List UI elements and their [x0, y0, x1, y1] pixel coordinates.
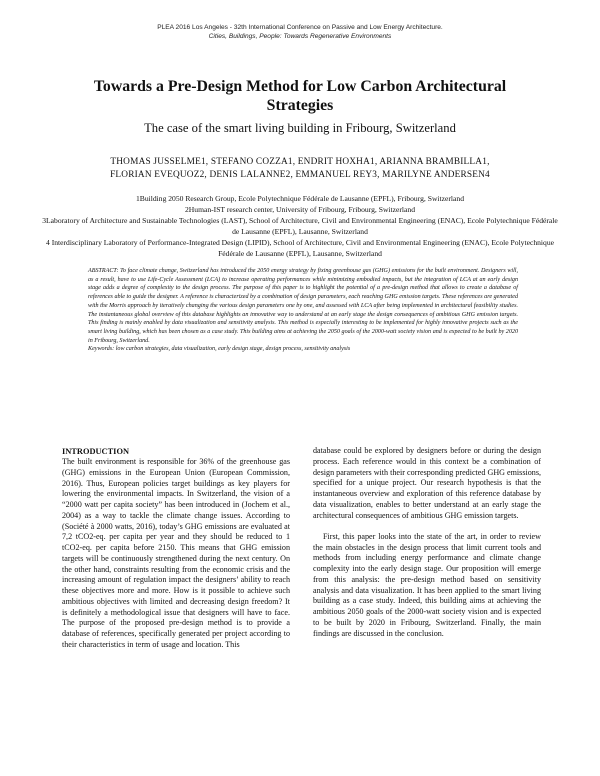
affiliation: 4 Interdisciplinary Laboratory of Performance-Integrated Design (LIPID), School of Architecture, Civil and Environmental Engineering (ENAC), Ecole Polytechnique Fédérale de Lausanne (EPFL), Lausanne, Switzerland: [46, 238, 554, 258]
abstract: [88, 267, 518, 354]
affiliation: 1Building 2050 Research Group, Ecole Polytechnique Fédérale de Lausanne (EPFL), Fribourg, Switzerland: [135, 194, 464, 203]
affiliation: 2Human-IST research center, University of Fribourg, Fribourg, Switzerland: [185, 205, 415, 214]
affiliation: 3Laboratory of Architecture and Sustainable Technologies (LAST), School of Architecture, Civil and Environmental Engineering (ENAC), Ecole Polytechnique Fédérale de Lausanne (EPFL), Lausanne, Switzerland: [42, 216, 558, 236]
affiliation-list: [40, 193, 560, 259]
body-paragraph: First, this paper looks into the state of the art, in order to review the main obstacles in the design process that limit current tools and methods from including energy performance and climate change complexity into the early design stage. Our proposition will emerge from this analysis: the pre-design method based on sensitivity analysis and data visualization. It has been applied to the smart living building as a case study. Indeed, this building aims at achieving the ambitious 2050 goals of the 2000-watt society vision and is expected to be built by 2020 in Fribourg, Switzerland. Finally, the main findings are discussed in the conclusion.: [313, 531, 541, 638]
abstract-text: ABSTRACT: To face climate change, Switzerland has introduced the 2050 energy strategy by fixing greenhouse gas (GHG) emissions for the built environment. Designers will, as a result, have to use Life-Cycle Assessment (LCA) to increase operating performances while minimizing embodied impacts, but the integration of LCA at an early design stage adds a degree of complexity to the design process. The purpose of this paper is to highlight the potential of a pre-design method that allows to create a database of references able to guide the designer. A reference is characterized by a combination of design parameters, each reaching GHG emission targets. These references are generated with the Morris approach by iteratively changing the various design parameters one by one, and assessed with LCA after being implemented in architectural feasibility studies. The instantaneous global overview of this database highlights an innovative way to understand at an early stage the design consequences of ambitious GHG emission targets. This finding is mainly enabled by data visualization and sensitivity analysis. This method is especially interesting to be implemented for highly innovative projects such as the smart living building, which has been chosen as a case study. This building aims at achieving the 2050 goals of the 2000-watt society vision and is expected to be built by 2020 in Fribourg, Switzerland.: [88, 268, 518, 344]
conference-header: [0, 23, 600, 41]
body-column-right: [313, 446, 541, 639]
body-column-left: [62, 446, 290, 651]
author-line: THOMAS JUSSELME1, STEFANO COZZA1, ENDRIT HOXHA1, ARIANNA BRAMBILLA1,: [110, 157, 490, 167]
body-paragraph: The built environment is responsible for 36% of the greenhouse gas (GHG) emissions in the European Union (European Commission, 2016). Thus, European policies target buildings as key players for lowering the environmental impacts. In Switzerland, the vision of a “2000 watt per capita society” has been introduced in (Jochem et al., 2004) as a way to tackle the climate change issues. According to (Société à 2000 watts, 2016), today’s GHG emissions are evaluated at 7,2 tCO2-eq. per capita per year and they should be reduced to 1 tCO2-eq. per capita before 2150. This means that GHG emission targets will be continuously strengthened during the next century. On the other hand, constraints resulting from the economic crisis and the increasing amount of regulation impact the designers’ ability to reach these objectives more and more. How is it possible to achieve such ambitious objectives with limited and decreasing design freedom? It is definitely a methodological issue that designers will have to face. The purpose of the proposed pre-design method is to provide a database of references, specifically generated per project according to their characteristics in term of usage and location. This: [62, 457, 290, 649]
paper-title: Towards a Pre-Design Method for Low Carbon Architectural Strategies: [93, 78, 507, 114]
conference-theme: Cities, Buildings, People: Towards Regenerative Environments: [208, 33, 392, 40]
section-heading: INTRODUCTION: [62, 447, 130, 456]
paper-subtitle: The case of the smart living building in Fribourg, Switzerland: [144, 121, 456, 135]
body-paragraph: database could be explored by designers before or during the design process. Each reference would in this context be a combination of design parameters with their corresponding predicted GHG emissions, specified for a unique project. Our research hypothesis is that the instantaneous overview and exploration of this reference database by data visualization, enables to better understand at an early stage the architectural consequences of ambitious GHG emission targets.: [313, 446, 541, 520]
keywords: Keywords: low carbon strategies, data visualization, early design stage, design process, sensitivity analysis: [88, 346, 351, 353]
author-line: FLORIAN EVEQUOZ2, DENIS LALANNE2, EMMANUEL REY3, MARILYNE ANDERSEN4: [110, 170, 490, 180]
author-list: [40, 156, 560, 182]
conference-line: PLEA 2016 Los Angeles - 32th International Conference on Passive and Low Energy Architecture.: [157, 24, 443, 31]
